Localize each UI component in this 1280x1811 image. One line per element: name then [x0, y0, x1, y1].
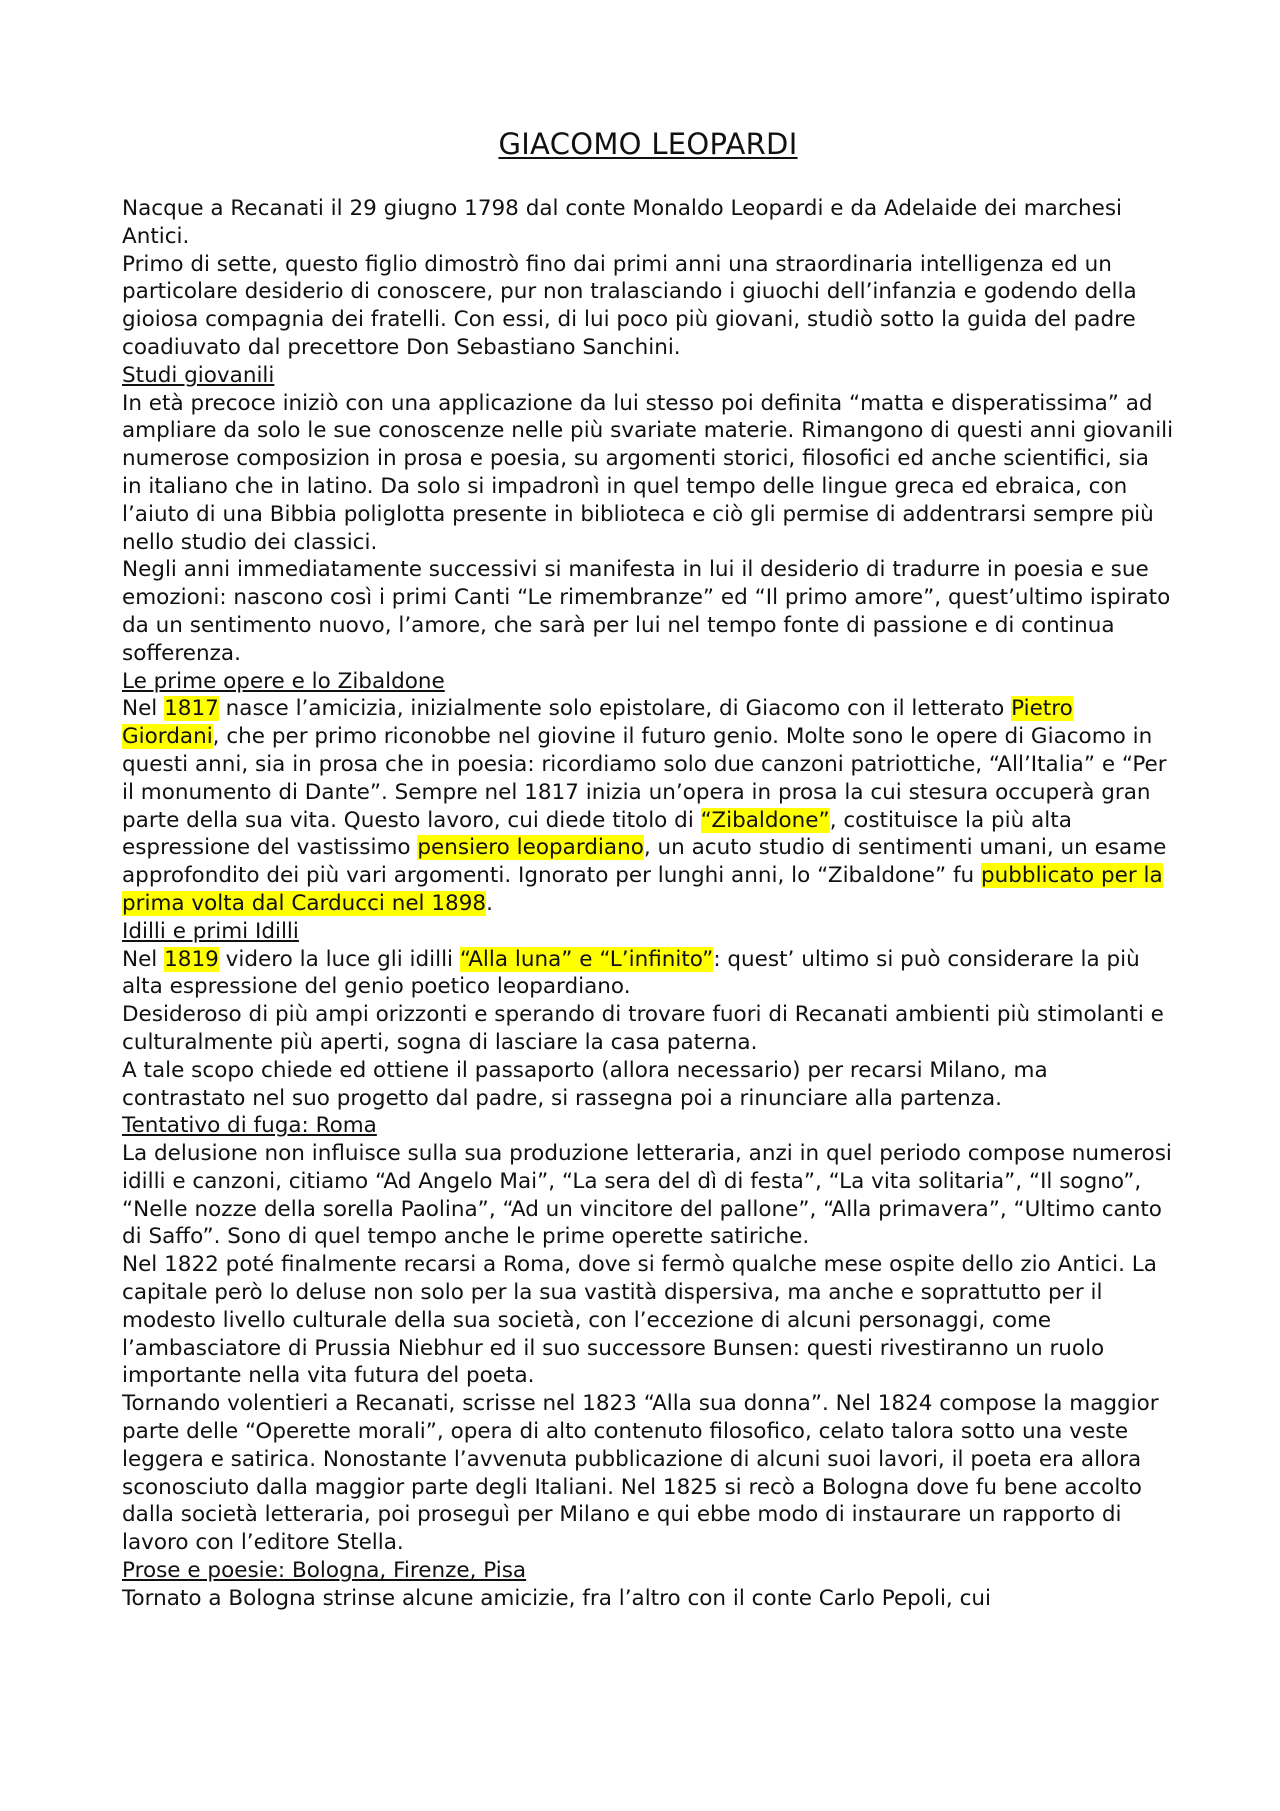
document-page: [122, 118, 1174, 1613]
paragraph: Desideroso di più ampi orizzonti e sperando di trovare fuori di Recanati ambienti più stimolanti e culturalmente più aperti, sogna di lasciare la casa paterna.: [122, 1002, 1164, 1055]
text-segment: , che per primo riconobbe nel giovine il futuro genio. Molte sono le opere di Giacomo in questi anni, sia in prosa che in poesia: ricordiamo solo due canzoni patriottiche, “All’Italia” e “Per il monumento di Dante”. Sempre nel 1817 inizia un’opera in prosa la cui stesura occuperà gran parte della sua vita. Questo lavoro, cui diede titolo di: [122, 724, 1167, 833]
paragraph: [122, 695, 1174, 917]
section-heading: Studi giovanili: [122, 362, 275, 388]
paragraph: [122, 946, 1174, 1002]
text-segment: : quest’ ultimo si può considerare la più alta espressione del genio poetico leopardiano.: [122, 946, 1140, 1000]
highlighted-text: “Zibaldone”: [700, 807, 830, 833]
paragraph: Nel 1822 poté finalmente recarsi a Roma, dove si fermò qualche mese ospite dello zio Antici. La capitale però lo deluse non solo per la sua vastità dispersiva, ma anche e soprattutto per il modesto livello culturale della sua società, con l’eccezione di alcuni personaggi, come l’ambasciatore di Prussia Niebhur ed il suo successore Bunsen: questi rivestiranno un ruolo importante nella vita futura del poeta.: [122, 1252, 1157, 1389]
paragraph: La delusione non influisce sulla sua produzione letteraria, anzi in quel periodo compose numerosi idilli e canzoni, citiamo “Ad Angelo Mai”, “La sera del dì di festa”, “La vita solitaria”, “Il sogno”, “Nelle nozze della sorella Paolina”, “Ad un vincitore del pallone”, “Alla primavera”, “Ultimo canto di Saffo”. Sono di quel tempo anche le prime operette satiriche.: [122, 1141, 1172, 1250]
section-heading: Idilli e primi Idilli: [122, 918, 299, 944]
paragraph: In età precoce iniziò con una applicazione da lui stesso poi definita “matta e disperatissima” ad ampliare da solo le sue conoscenze nelle più svariate materie. Rimangono di questi anni giovanili numerose composizion in prosa e poesia, su argomenti storici, filosofici ed anche scientifici, sia in italiano che in latino. Da solo si impadronì in quel tempo delle lingue greca ed ebraica, con l’aiuto di una Bibbia poliglotta presente in biblioteca e ciò gli permise di addentrarsi sempre più nello studio dei classici.: [122, 390, 1174, 555]
paragraph: A tale scopo chiede ed ottiene il passaporto (allora necessario) per recarsi Milano, ma contrastato nel suo progetto dal padre, si rassegna poi a rinunciare alla partenza.: [122, 1057, 1048, 1111]
highlighted-text: 1817: [164, 696, 219, 722]
paragraph: Tornando volentieri a Recanati, scrisse nel 1823 “Alla sua donna”. Nel 1824 compose la maggior parte delle “Operette morali”, opera di alto contenuto filosofico, celato talora sotto una veste leggera e satirica. Nonostante l’avvenuta pubblicazione di alcuni suoi lavori, il poeta era allora sconosciuto dalla maggior parte degli Italiani. Nel 1825 si recò a Bologna dove fu bene accolto dalla società letteraria, poi proseguì per Milano e qui ebbe modo di instaurare un rapporto di lavoro con l’editore Stella.: [122, 1391, 1159, 1556]
paragraph: Nacque a Recanati il 29 giugno 1798 dal conte Monaldo Leopardi e da Adelaide dei marchesi Antici.: [122, 196, 1123, 249]
document-body: [122, 195, 1174, 1613]
text-segment: .: [486, 890, 493, 916]
page-title: GIACOMO LEOPARDI: [498, 127, 798, 161]
text-segment: Nel: [122, 696, 165, 722]
highlighted-text: Pietro Giordani: [122, 696, 1073, 750]
paragraph: Primo di sette, questo figlio dimostrò fino dai primi anni una straordinaria intelligenza ed un particolare desiderio di conoscere, pur non tralasciando i giuochi dell’infanzia e godendo della gioiosa compagnia dei fratelli. Con essi, di lui poco più giovani, studiò sotto la guida del padre coadiuvato dal precettore Don Sebastiano Sanchini.: [122, 251, 1137, 360]
text-segment: nasce l’amicizia, inizialmente solo epistolare, di Giacomo con il letterato: [218, 696, 1012, 722]
text-segment: Nel: [122, 946, 165, 972]
paragraph: Tornato a Bologna strinse alcune amicizie, fra l’altro con il conte Carlo Pepoli, cui: [122, 1585, 992, 1611]
paragraph: Negli anni immediatamente successivi si manifesta in lui il desiderio di tradurre in poesia e sue emozioni: nascono così i primi Canti “Le rimembranze” ed “Il primo amore”, quest’ultimo ispirato da un sentimento nuovo, l’amore, che sarà per lui nel tempo fonte di passione e di continua sofferenza.: [122, 557, 1171, 666]
text-segment: videro la luce gli idilli: [218, 946, 460, 972]
text-segment: , costituisce la più alta espressione del vastissimo: [122, 807, 1072, 861]
section-heading: Le prime opere e lo Zibaldone: [122, 668, 445, 694]
highlighted-text: pensiero leopardiano: [417, 835, 644, 861]
section-heading: Tentativo di fuga: Roma: [122, 1113, 377, 1139]
section-heading: Prose e poesie: Bologna, Firenze, Pisa: [122, 1558, 527, 1584]
highlighted-text: 1819: [164, 946, 219, 972]
highlighted-text: pubblicato per la prima volta dal Carducci nel 1898: [122, 863, 1163, 916]
highlighted-text: “Alla luna” e “L’infinito”: [459, 946, 714, 972]
text-segment: , un acuto studio di sentimenti umani, un esame approfondito dei più vari argomenti. Ignorato per lunghi anni, lo “Zibaldone” fu: [122, 835, 1167, 889]
